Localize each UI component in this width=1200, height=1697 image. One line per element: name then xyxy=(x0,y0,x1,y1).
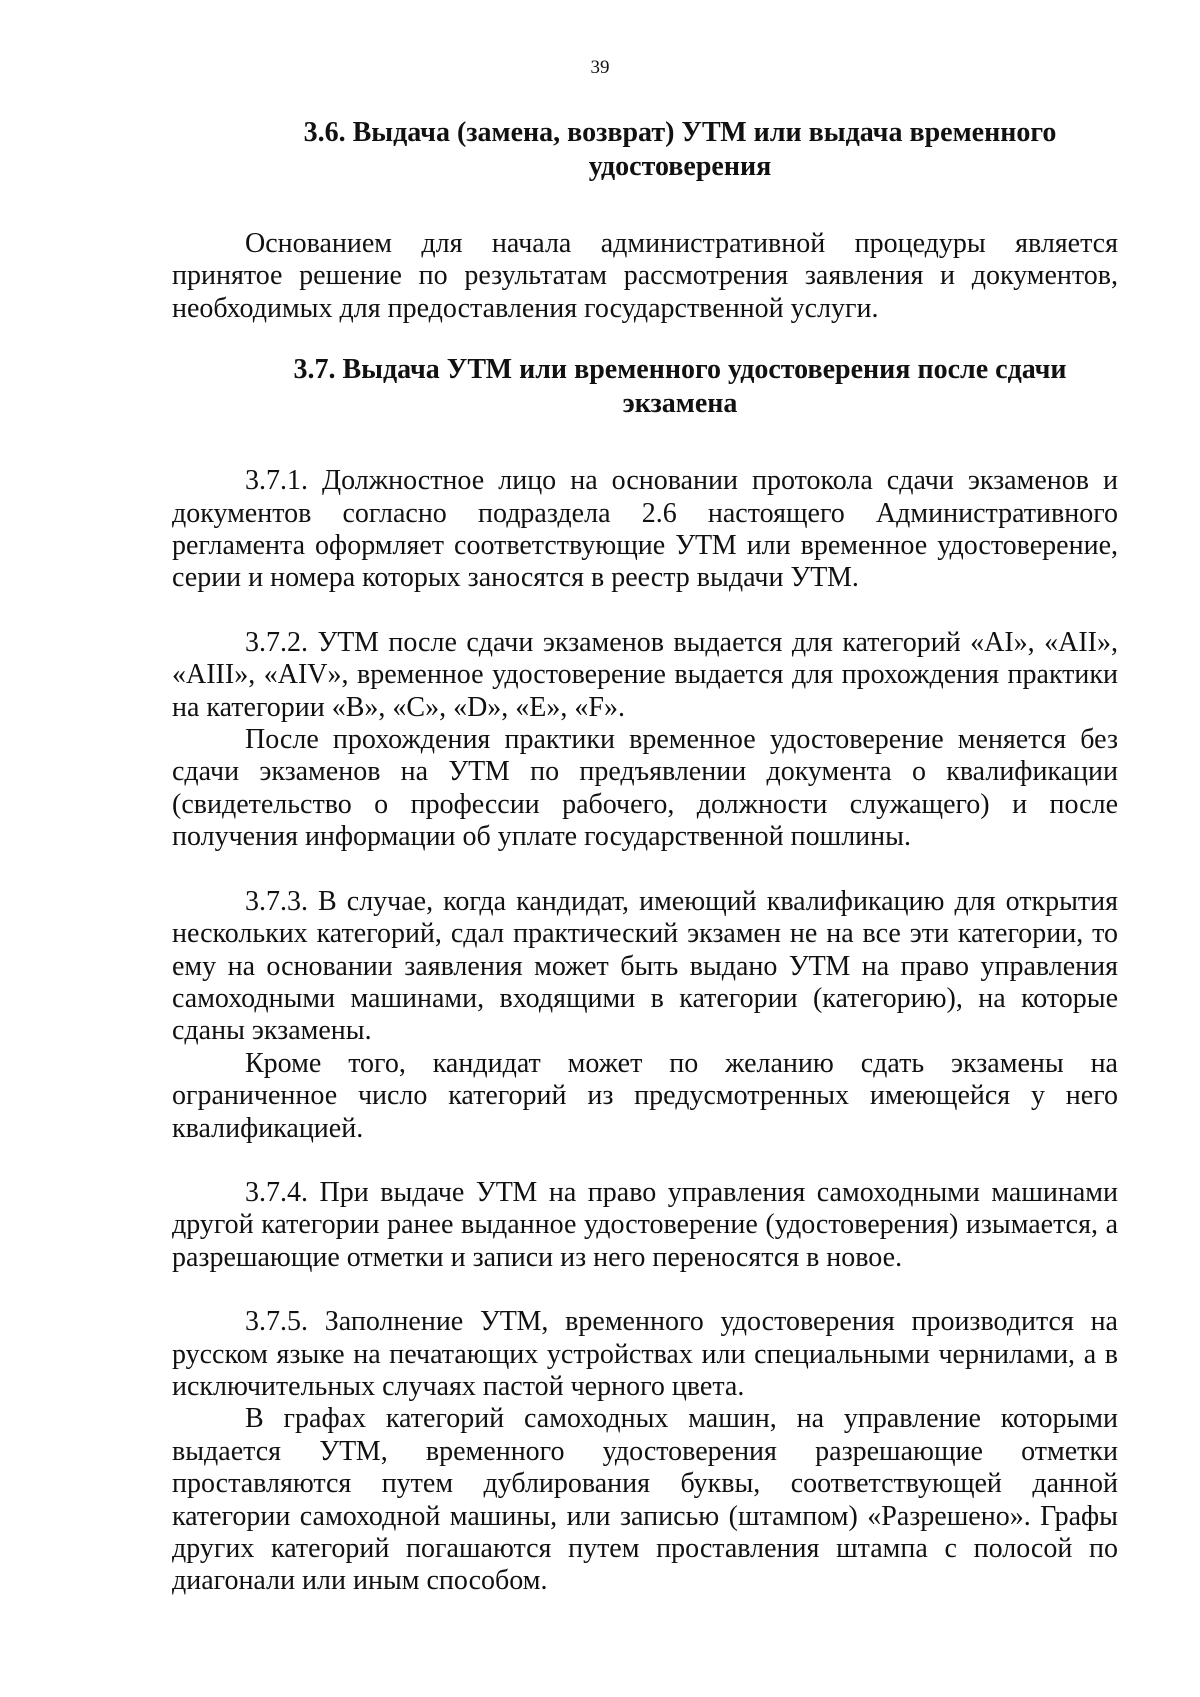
section-3-6-paragraph: Основанием для начала административной процедуры является принятое решение по результатам рассмотрения заявления и документов, необходимых для предоставления государственной услуги. xyxy=(172,228,1118,324)
section-3-6-heading: 3.6. Выдача (замена, возврат) УТМ или выдача временного удостоверения xyxy=(303,117,1057,182)
paragraph-3-7-5-continuation: В графах категорий самоходных машин, на управление которыми выдается УТМ, временного удостоверения разрешающие отметки проставляются путем дублирования буквы, соответствующей данной категории самоходной машины, или записью (штампом) «Разрешено». Графы других категорий погашаются путем проставления штампа с полосой по диагонали или иным способом. xyxy=(172,1403,1118,1597)
paragraph-3-7-5: 3.7.5. Заполнение УТМ, временного удостоверения производится на русском языке на печатающих устройствах или специальными чернилами, а в исключительных случаях пастой черного цвета. xyxy=(172,1306,1118,1402)
paragraph-3-7-4: 3.7.4. При выдаче УТМ на право управления самоходными машинами другой категории ранее выданное удостоверение (удостоверения) изымается, а разрешающие отметки и записи из него переносятся в новое. xyxy=(172,1176,1118,1273)
paragraph-3-7-2-continuation: После прохождения практики временное удостоверение меняется без сдачи экзаменов на УТМ по предъявлении документа о квалификации (свидетельство о профессии рабочего, должности служащего) и после получения информации об уплате государственной пошлины. xyxy=(172,724,1118,853)
section-3-7-heading: 3.7. Выдача УТМ или временного удостоверения после сдачи экзамена xyxy=(293,354,1067,420)
paragraph-3-7-3: 3.7.3. В случае, когда кандидат, имеющий квалификацию для открытия нескольких категорий, сдал практический экзамен не на все эти категории, то ему на основании заявления может быть выдано УТМ на право управления самоходными машинами, входящими в категории (категорию), на которые сданы экзамены. xyxy=(172,885,1118,1047)
paragraph-3-7-3-continuation: Кроме того, кандидат может по желанию сдать экзамены на ограниченное число категорий из предусмотренных имеющейся у него квалификацией. xyxy=(172,1047,1118,1144)
page-number: 39 xyxy=(590,57,610,78)
page-body xyxy=(172,116,1118,1598)
paragraph-3-7-2: 3.7.2. УТМ после сдачи экзаменов выдается для категорий «AI», «AII», «AIII», «AIV», временное удостоверение выдается для прохождения практики на категории «B», «C», «D», «E», «F». xyxy=(172,626,1118,723)
paragraph-3-7-1: 3.7.1. Должностное лицо на основании протокола сдачи экзаменов и документов согласно подраздела 2.6 настоящего Административного регламента оформляет соответствующие УТМ или временное удостоверение, серии и номера которых заносятся в реестр выдачи УТМ. xyxy=(172,465,1118,594)
